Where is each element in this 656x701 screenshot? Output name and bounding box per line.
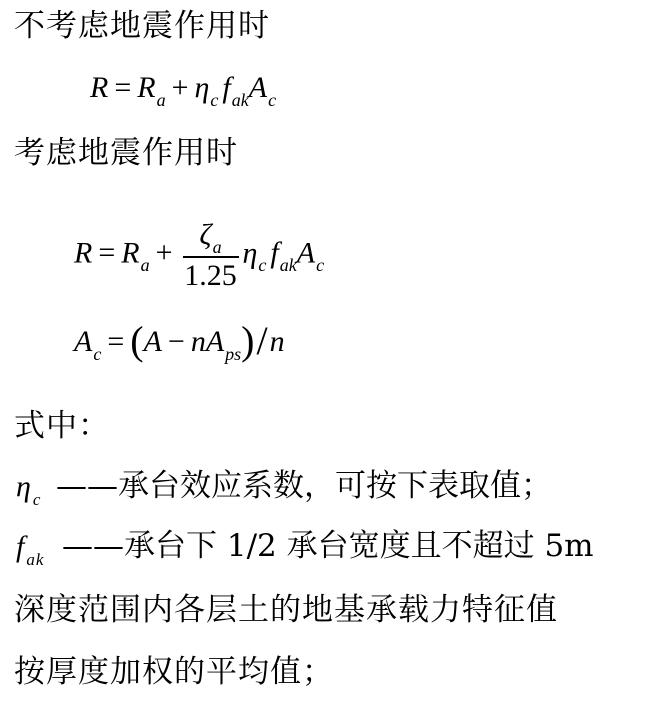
fak-definition-line-3: 按厚度加权的平均值； — [14, 654, 334, 690]
fak-definition-line-2: 深度范围内各层土的地基承载力特征值 — [14, 592, 558, 628]
fak-definition: $f_{ak}$ ——承台下 1/2 承台宽度且不超过 5m — [16, 528, 594, 569]
formula-without-earthquake: $R = R_a + \eta_c$ $f_{ak}A_c$ — [90, 71, 277, 110]
where-label: 式中： — [14, 408, 110, 444]
zeta-fraction: $\frac{\zeta_a}{1.25}$ — [184, 218, 237, 292]
fak-symbol: $f_{ak}$ — [16, 530, 45, 569]
formula-area-ac: $A_c = (A - nA_{ps})/n$ — [74, 318, 285, 364]
heading-with-earthquake: 考虑地震作用时 — [14, 135, 238, 171]
eta-symbol: $\eta_c$ — [16, 470, 42, 509]
eta-definition: $\eta_c$ ——承台效应系数，可按下表取值； — [16, 468, 552, 509]
formula-with-earthquake: $R = R_a$ + $\frac{\zeta_a}{1.25}$ $\eta_c$ $f_{ak}A_c$ — [74, 218, 325, 292]
heading-without-earthquake: 不考虑地震作用时 — [14, 8, 270, 44]
